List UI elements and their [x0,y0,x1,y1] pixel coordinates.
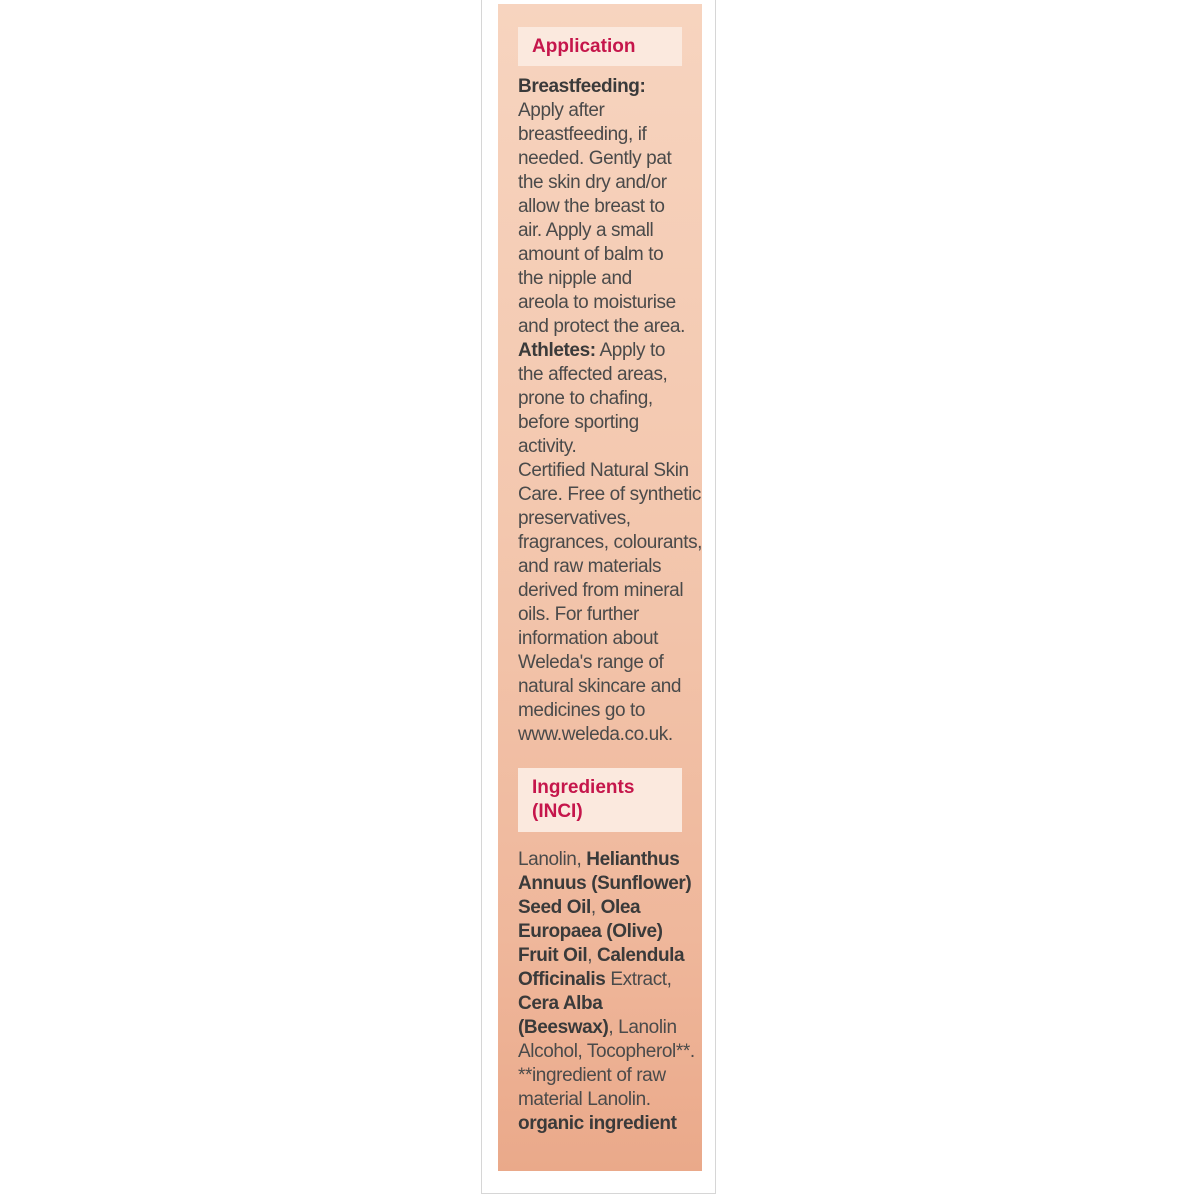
athletes-line: the affected areas, [518,364,668,385]
ingredient-organic: Europaea (Olive) [518,921,663,942]
ingredient-line [518,992,688,1016]
ingredient-organic: Fruit Oil [518,945,588,966]
ingredient-footnote: **ingredient of raw [518,1065,666,1086]
ingredient-normal: , [590,897,601,918]
certified-line: derived from mineral [518,580,684,601]
certified-line: and raw materials [518,556,662,577]
breastfeeding-line: Apply after [518,100,605,121]
organic-ingredient-legend: organic ingredient [518,1113,677,1134]
ingredient-organic: Cera Alba [518,993,603,1014]
ingredient-organic: Seed Oil [518,897,591,918]
breastfeeding-line: and protect the area. [518,316,685,337]
ingredient-line: Alcohol, Tocopherol**. [518,1041,695,1062]
ingredient-line [518,872,692,896]
breastfeeding-line: needed. Gently pat [518,148,672,169]
breastfeeding-line: breastfeeding, if [518,124,647,145]
ingredient-organic: Annuus (Sunflower) [518,873,692,894]
ingredient-line [518,920,688,944]
ingredients-heading [518,768,682,832]
certified-line: fragrances, colourants, [518,532,703,553]
certified-line: Care. Free of synthetic [518,484,701,505]
breastfeeding-line: allow the breast to [518,196,665,217]
certified-line: oils. For further [518,604,639,625]
ingredient-line [518,968,688,992]
athletes-first-line [518,339,688,363]
ingredient-line [518,896,688,920]
breastfeeding-label: Breastfeeding: [518,76,646,97]
ingredients-heading-line1: Ingredients [532,777,635,798]
ingredient-normal: , Lanolin [608,1017,677,1038]
certified-line: natural skincare and [518,676,682,697]
athletes-label: Athletes: [518,340,596,361]
breastfeeding-line: air. Apply a small [518,220,654,241]
certified-line: information about [518,628,659,649]
application-heading-label: Application [532,36,636,57]
certified-line: medicines go to [518,700,646,721]
ingredient-organic: (Beeswax) [518,1017,609,1038]
breastfeeding-line: the skin dry and/or [518,172,667,193]
ingredient-normal: Lanolin, [518,849,587,870]
athletes-line: prone to chafing, [518,388,653,409]
ingredient-organic: Calendula [597,945,685,966]
ingredient-footnote: material Lanolin. [518,1089,651,1110]
application-heading [518,27,682,66]
ingredients-text [518,848,695,1136]
athletes-line: activity. [518,436,577,457]
certified-line: preservatives, [518,508,631,529]
ingredient-organic: Olea [600,897,641,918]
ingredient-normal: , [587,945,597,966]
athletes-text: Apply to [595,340,665,361]
certified-line: Weleda's range of [518,652,664,673]
breastfeeding-line: amount of balm to [518,244,664,265]
breastfeeding-line: the nipple and [518,268,632,289]
ingredient-line [518,944,688,968]
ingredient-line [518,848,688,872]
ingredient-normal: Extract, [605,969,672,990]
certified-line: Certified Natural Skin [518,460,689,481]
athletes-line: before sporting [518,412,639,433]
ingredients-heading-line2: (INCI) [532,801,583,822]
application-text [518,75,703,747]
ingredient-line [518,1016,688,1040]
ingredient-organic: Officinalis [518,969,606,990]
website-url: www.weleda.co.uk. [518,724,673,745]
breastfeeding-line: areola to moisturise [518,292,676,313]
ingredient-organic: Helianthus [586,849,680,870]
